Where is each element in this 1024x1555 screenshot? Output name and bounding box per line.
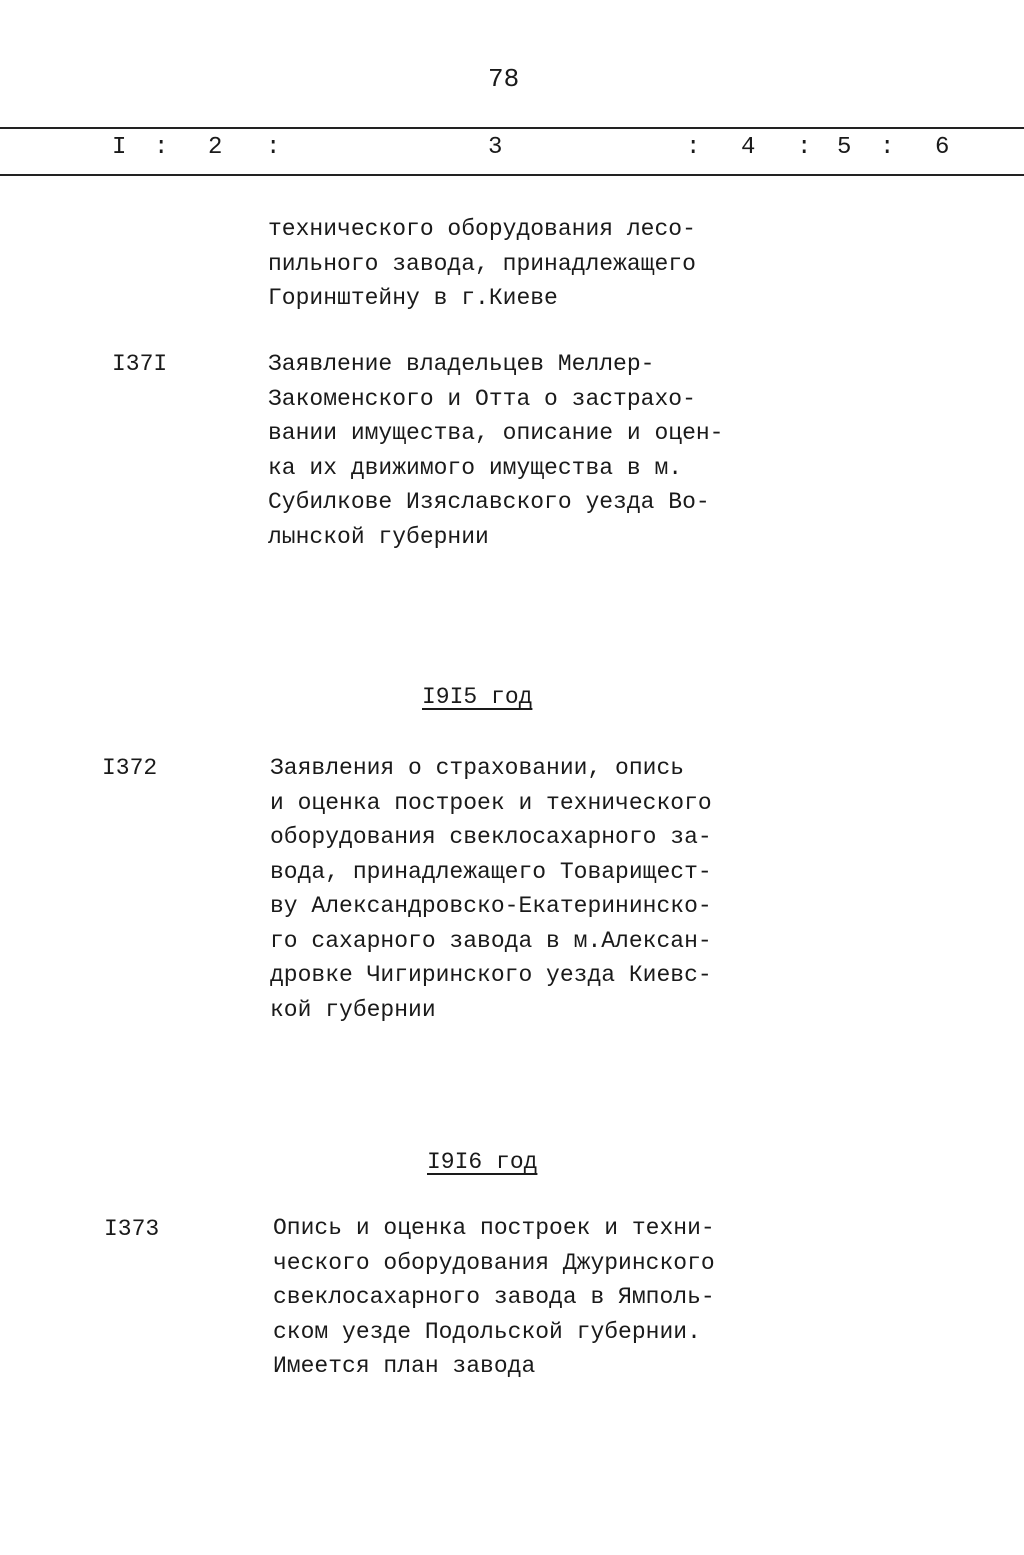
page-number: 78 bbox=[488, 64, 520, 94]
text-line: ческого оборудования Джуринского bbox=[273, 1249, 715, 1276]
entry-text bbox=[270, 751, 712, 1027]
text-line: технического оборудования лесо- bbox=[268, 216, 696, 242]
column-6: 6 bbox=[935, 134, 950, 161]
entry-continuation-text bbox=[268, 212, 696, 316]
text-line: вода, принадлежащего Товарищест- bbox=[270, 858, 712, 885]
entry-number: I373 bbox=[104, 1216, 160, 1242]
text-line: Опись и оценка построек и техни- bbox=[273, 1215, 715, 1241]
column-separator: : bbox=[797, 134, 812, 161]
column-separator: : bbox=[154, 134, 169, 161]
text-line: дровке Чигиринского уезда Киевс- bbox=[270, 962, 712, 988]
text-line: пильного завода, принадлежащего bbox=[268, 250, 696, 277]
year-heading-1915: I9I5 год bbox=[422, 684, 533, 710]
entry-text bbox=[268, 347, 723, 554]
entry-text bbox=[273, 1211, 715, 1384]
text-line: и оценка построек и технического bbox=[270, 789, 712, 816]
entry-number: I372 bbox=[102, 755, 158, 781]
text-line: Закоменского и Отта о застрахо- bbox=[268, 385, 696, 412]
column-4: 4 bbox=[741, 134, 756, 161]
text-line: Субилкове Изяславского уезда Во- bbox=[268, 489, 710, 515]
text-line: Имеется план завода bbox=[273, 1353, 536, 1379]
header-top-rule bbox=[0, 127, 1024, 129]
text-line: лынской губернии bbox=[268, 523, 489, 550]
text-line: вании имущества, описание и оцен- bbox=[268, 420, 724, 446]
text-line: ка их движимого имущества в м. bbox=[268, 454, 683, 481]
column-1: I bbox=[112, 134, 127, 161]
text-line: ском уезде Подольской губернии. bbox=[273, 1318, 701, 1345]
entry-number: I37I bbox=[112, 351, 168, 377]
text-line: го сахарного завода в м.Алексан- bbox=[270, 927, 712, 954]
text-line: оборудования свеклосахарного за- bbox=[270, 824, 712, 850]
year-heading-1916: I9I6 год bbox=[427, 1149, 538, 1175]
text-line: кой губернии bbox=[270, 996, 436, 1023]
text-line: ву Александровско-Екатерининско- bbox=[270, 893, 712, 919]
column-separator: : bbox=[880, 134, 895, 161]
header-bottom-rule bbox=[0, 174, 1024, 176]
column-separator: : bbox=[266, 134, 281, 161]
column-5: 5 bbox=[837, 134, 852, 161]
column-2: 2 bbox=[208, 134, 223, 161]
text-line: Заявление владельцев Меллер- bbox=[268, 351, 655, 377]
text-line: свеклосахарного завода в Ямполь- bbox=[273, 1284, 715, 1310]
column-3: 3 bbox=[488, 134, 503, 161]
text-line: Горинштейну в г.Киеве bbox=[268, 285, 558, 311]
column-separator: : bbox=[686, 134, 701, 161]
text-line: Заявления о страховании, опись bbox=[270, 755, 685, 781]
